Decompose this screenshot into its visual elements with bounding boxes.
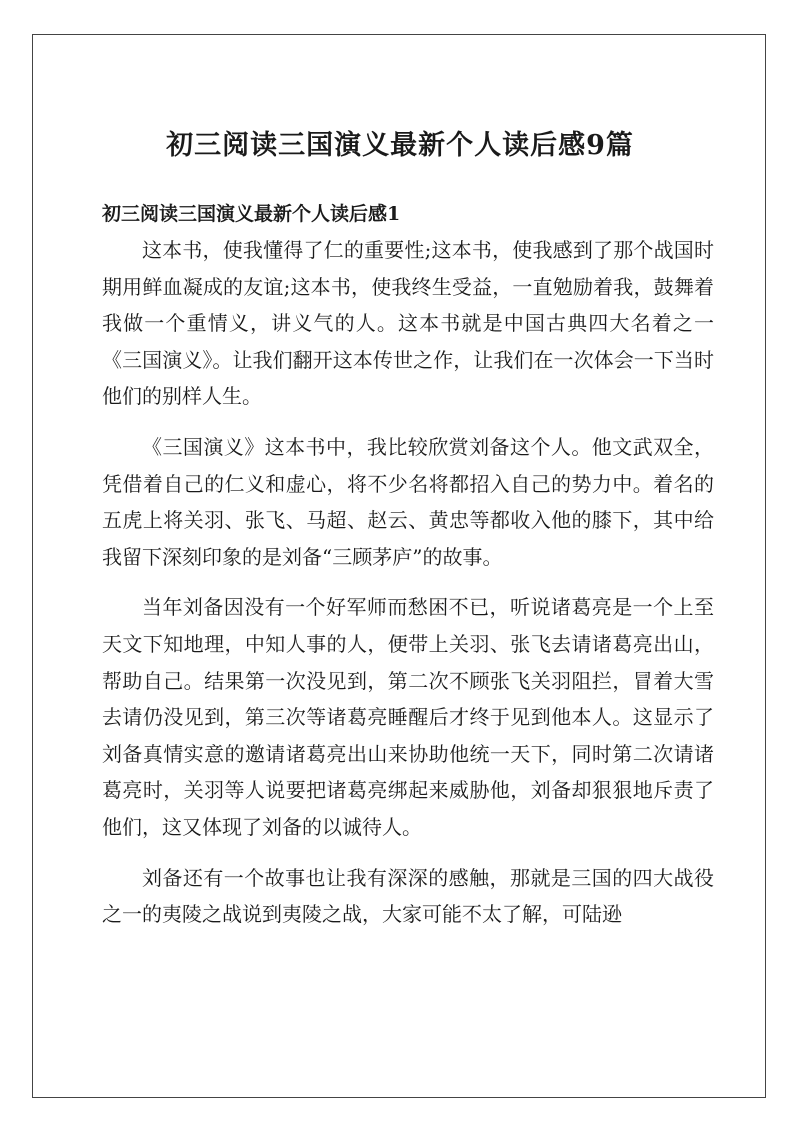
body-text [102, 232, 714, 947]
paragraph: 当年刘备因没有一个好军师而愁困不已，听说诸葛亮是一个上至天文下知地理，中知人事的人，便带上关羽、张飞去请诸葛亮出山，帮助自己。结果第一次没见到，第二次不顾张飞关羽阻拦，冒着大雪去请仍没见到，第三次等诸葛亮睡醒后才终于见到他本人。这显示了刘备真情实意的邀请诸葛亮出山来协助他统一天下，同时第二次请诸葛亮时，关羽等人说要把诸葛亮绑起来威胁他，刘备却狠狠地斥责了他们，这又体现了刘备的以诚待人。 [102, 595, 714, 839]
document-title: 初三阅读三国演义最新个人读后感9篇 [166, 130, 634, 161]
paragraph: 刘备还有一个故事也让我有深深的感触，那就是三国的四大战役之一的夷陵之战说到夷陵之战，大家可能不太了解，可陆逊 [102, 865, 714, 927]
paragraph: 这本书，使我懂得了仁的重要性;这本书，使我感到了那个战国时期用鲜血凝成的友谊;这本书，使我终生受益，一直勉励着我，鼓舞着我做一个重情义，讲义气的人。这本书就是中国古典四大名着之一《三国演义》。让我们翻开这本传世之作，让我们在一次体会一下当时他们的别样人生。 [102, 238, 714, 409]
paragraph: 《三国演义》这本书中，我比较欣赏刘备这个人。他文武双全，凭借着自己的仁义和虚心，将不少名将都招入自己的势力中。着名的五虎上将关羽、张飞、马超、赵云、黄忠等都收入他的膝下，其中给我留下深刻印象的是刘备“三顾茅庐”的故事。 [102, 434, 714, 569]
section-heading: 初三阅读三国演义最新个人读后感1 [102, 203, 401, 225]
